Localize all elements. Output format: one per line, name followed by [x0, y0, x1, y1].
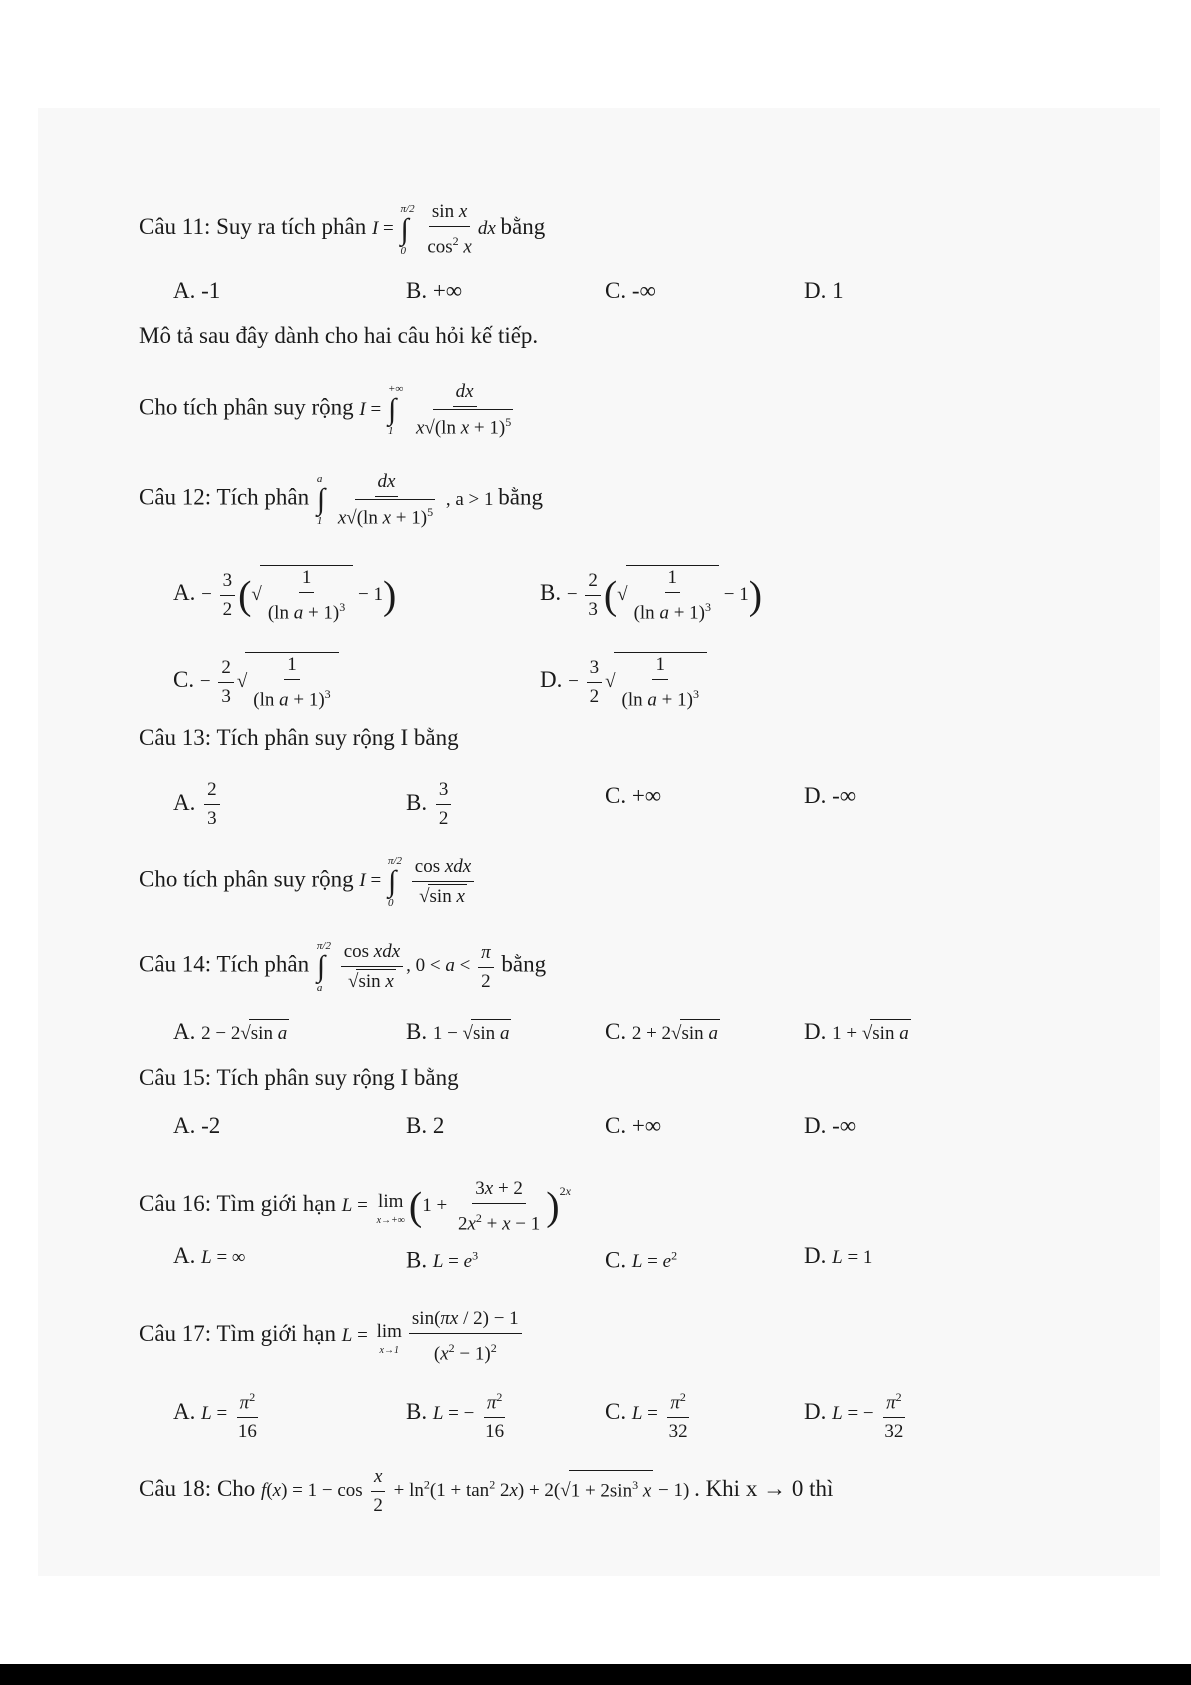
given-1-formula: I = +∞ ∫ 1 $\frac{dx}{x√(\ln x + 1)^5}$ [359, 381, 512, 439]
question-14 [139, 940, 546, 994]
given-2-formula: I = π/2 ∫ 0 cos xdx √sin x [359, 870, 477, 891]
option-label: C. [605, 1247, 627, 1273]
question-17 [139, 1307, 525, 1366]
option-label: D. [804, 1399, 827, 1425]
option-label: C. [605, 1019, 627, 1044]
option-label: B. [406, 1019, 428, 1044]
q13-option-c[interactable]: C. +∞ [605, 783, 662, 808]
q14-option-c[interactable]: C. 2 + 2√sin a [605, 1018, 720, 1048]
option-label: B. [540, 580, 562, 606]
option-label: A. [173, 580, 196, 606]
question-16-formula: L = lim x→+∞ (1 + $\frac{3x + 2}{2x^2 + x - 1}$ )$^{2x}$ [341, 1178, 571, 1235]
question-12-formula: a ∫ 1 $\frac{dx}{x√(\ln x + 1)^5}$ , a > 1 [316, 471, 494, 529]
q16-option-a[interactable]: A. L = ∞ [173, 1243, 246, 1268]
option-label: A. [173, 1399, 196, 1425]
q16-option-c[interactable]: C. $L = e^2$ [605, 1247, 678, 1273]
option-label: A. [173, 789, 196, 815]
option-label: D. [804, 1019, 827, 1044]
question-11-stem: Câu 11: Suy ra tích phân [139, 214, 367, 240]
given-integral-2 [139, 855, 477, 909]
q12-option-b[interactable]: B. − $\frac{2}{3}$ (√ $\frac{1}{(\ln a + 1)^3}$ − 1) [540, 567, 763, 624]
q15-option-c[interactable]: C. +∞ [605, 1113, 662, 1138]
q14-option-d[interactable]: D. 1 + √sin a [804, 1018, 911, 1048]
q17-option-d[interactable]: D. L = − $\frac{\pi^2}{32}$ [804, 1385, 909, 1444]
question-18-tail: . Khi x → 0 thì [694, 1475, 834, 1501]
question-14-stem: Câu 14: Tích phân [139, 951, 310, 977]
question-17-formula: L = lim x→1 $\frac{\sin(\pi x / 2) - 1}{(x^2 - 1)^2}$ [342, 1325, 525, 1346]
q11-option-c[interactable]: C. -∞ [605, 278, 656, 303]
q17-option-b[interactable]: B. L = − $\frac{\pi^2}{16}$ [406, 1385, 510, 1444]
q15-option-d[interactable]: D. -∞ [804, 1113, 857, 1138]
q14-option-a[interactable]: A. 2 − 2√sin a [173, 1018, 289, 1048]
question-18 [139, 1465, 833, 1518]
option-label: B. [406, 789, 428, 815]
option-label: A. [173, 1243, 196, 1268]
option-label: B. [406, 1399, 428, 1425]
q14-option-b[interactable]: B. 1 − √sin a [406, 1018, 511, 1048]
question-12-condition: , a > 1 [445, 488, 494, 510]
q15-option-b[interactable]: B. 2 [406, 1113, 445, 1138]
question-13: Câu 13: Tích phân suy rộng I bằng [139, 725, 459, 750]
question-16 [139, 1177, 571, 1236]
question-12-tail: bằng [498, 484, 543, 510]
q13-option-b[interactable]: B. $\frac{3}{2}$ [406, 778, 454, 831]
q16-option-d[interactable]: D. L = 1 [804, 1243, 873, 1268]
question-15: Câu 15: Tích phân suy rộng I bằng [139, 1065, 459, 1090]
bottom-black-bar [0, 1664, 1191, 1685]
q12-option-d[interactable]: D. − $\frac{3}{2}$ √ $\frac{1}{(\ln a + 1)^3}$ [540, 652, 707, 712]
q11-option-b[interactable]: B. +∞ [406, 278, 463, 303]
option-label: A. [173, 1019, 196, 1044]
option-label: B. [406, 1247, 428, 1273]
q13-option-a[interactable]: A. $\frac{2}{3}$ [173, 778, 223, 831]
q11-option-a[interactable]: A. -1 [173, 278, 221, 303]
q13-option-d[interactable]: D. -∞ [804, 783, 857, 808]
given-integral-1 [139, 380, 519, 440]
q17-option-c[interactable]: C. L = $\frac{\pi^2}{32}$ [605, 1385, 694, 1444]
question-11-formula: I = π/2 ∫ 0 $\frac{\text{sin x}}{\cos^2 x}$ dx [371, 201, 496, 258]
q16-option-b[interactable]: B. $L = e^3$ [406, 1247, 479, 1273]
given-1-text: Cho tích phân suy rộng [139, 394, 354, 420]
option-label: D. [540, 667, 563, 693]
question-16-stem: Câu 16: Tìm giới hạn [139, 1191, 337, 1217]
question-17-stem: Câu 17: Tìm giới hạn [139, 1321, 337, 1347]
q12-option-a[interactable]: A. − $\frac{3}{2}$ (√ $\frac{1}{(\ln a + 1)^3}$ − 1) [173, 567, 397, 624]
q17-option-a[interactable]: A. L = $\frac{\pi^2}{16}$ [173, 1385, 263, 1444]
question-11-tail: bằng [500, 214, 546, 240]
option-label: D. [804, 1243, 827, 1268]
given-2-text: Cho tích phân suy rộng [139, 866, 354, 892]
question-11 [139, 200, 545, 259]
question-18-formula: f(x) = 1 − cos $\frac{x}{2}$ + $\ln^2(1 + \tan^2 2x) + 2(√1 + 2\sin^3$ x − 1) [261, 1466, 695, 1516]
question-12-stem: Câu 12: Tích phân [139, 484, 310, 510]
option-label: C. [173, 667, 195, 693]
question-14-tail: bằng [501, 951, 547, 977]
question-14-formula: π/2 ∫ a cos xdx √sin x , 0 < a < $\frac{\pi}{2}$ [315, 955, 502, 976]
q15-option-a[interactable]: A. -2 [173, 1113, 221, 1138]
description-text: Mô tả sau đây dành cho hai câu hỏi kế tiếp. [139, 323, 539, 348]
question-18-stem: Câu 18: Cho [139, 1475, 256, 1501]
q12-option-c[interactable]: C. − $\frac{2}{3}$ √ $\frac{1}{(\ln a + 1)^3}$ [173, 652, 339, 712]
option-label: C. [605, 1399, 627, 1425]
q11-option-d[interactable]: D. 1 [804, 278, 844, 303]
question-12 [139, 470, 543, 530]
